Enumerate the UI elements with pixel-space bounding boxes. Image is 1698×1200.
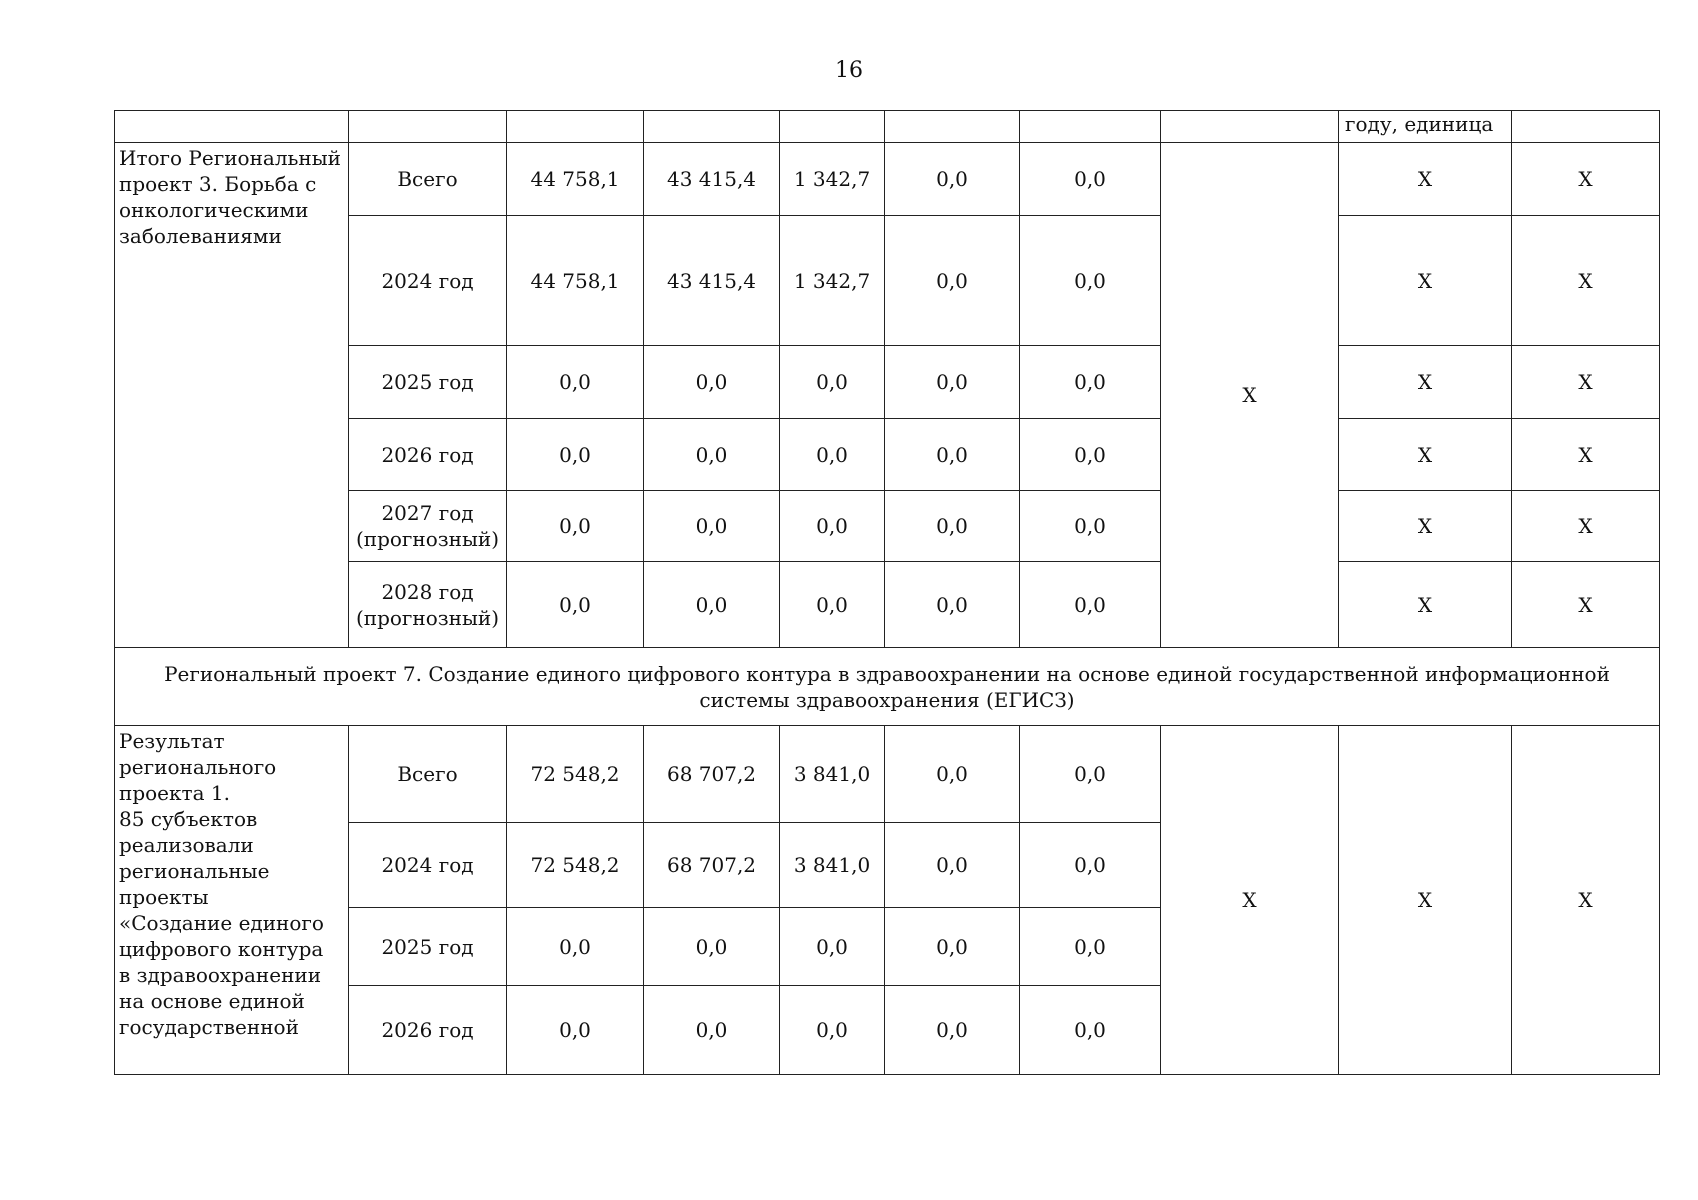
value-cell: 0,0 (644, 986, 780, 1075)
x-cell: X (1339, 419, 1512, 491)
value-cell: 0,0 (885, 986, 1020, 1075)
period-cell: 2025 год (349, 908, 507, 986)
period-note: (прогнозный) (355, 527, 500, 551)
x-cell: X (1339, 216, 1512, 346)
value-cell: 0,0 (507, 346, 644, 419)
table-row (115, 143, 1660, 216)
table-cell (780, 111, 885, 143)
value-cell: 0,0 (644, 419, 780, 491)
value-cell: 0,0 (507, 908, 644, 986)
row-label-result-1 (115, 726, 349, 1075)
value-cell: 0,0 (780, 419, 885, 491)
label-line: проекты (119, 885, 209, 909)
x-cell: X (1512, 216, 1660, 346)
label-line: регионального (119, 755, 277, 779)
period-cell: Всего (349, 143, 507, 216)
period-cell: 2024 год (349, 823, 507, 908)
value-cell: 68 707,2 (644, 823, 780, 908)
period-note: (прогнозный) (355, 605, 500, 630)
x-cell: X (1339, 346, 1512, 419)
label-line: на основе единой (119, 989, 305, 1013)
label-line: Результат (119, 729, 225, 753)
value-cell: 0,0 (780, 908, 885, 986)
value-cell: 0,0 (885, 346, 1020, 419)
value-cell: 3 841,0 (780, 823, 885, 908)
table-cell (115, 111, 349, 143)
row-label-total-project-3: Итого Региональный проект 3. Борьба с онкологическими заболеваниями (115, 143, 349, 648)
value-cell: 0,0 (1020, 346, 1161, 419)
value-cell: 0,0 (1020, 908, 1161, 986)
value-cell: 0,0 (1020, 143, 1161, 216)
value-cell: 44 758,1 (507, 143, 644, 216)
section-title-project-7: Региональный проект 7. Создание единого цифрового контура в здравоохранении на основе единой государственной информационной системы здравоохранения (ЕГИСЗ) (115, 648, 1660, 726)
table-cell (1512, 111, 1660, 143)
value-cell: 0,0 (507, 419, 644, 491)
period-cell: 2024 год (349, 216, 507, 346)
value-cell: 0,0 (1020, 419, 1161, 491)
period-cell: 2026 год (349, 986, 507, 1075)
label-line: «Создание единого (119, 911, 324, 935)
x-cell: X (1512, 562, 1660, 648)
value-cell: 0,0 (1020, 491, 1161, 562)
value-cell: 1 342,7 (780, 216, 885, 346)
value-cell: 0,0 (780, 346, 885, 419)
period-cell: Всего (349, 726, 507, 823)
x-cell: X (1339, 143, 1512, 216)
table-cell-carry-text: году, единица (1339, 111, 1512, 143)
value-cell: 0,0 (780, 986, 885, 1075)
x-cell: X (1512, 491, 1660, 562)
value-cell: 0,0 (885, 419, 1020, 491)
table-row (115, 726, 1660, 823)
merged-x-cell: X (1161, 726, 1339, 1075)
value-cell: 0,0 (507, 562, 644, 648)
value-cell: 1 342,7 (780, 143, 885, 216)
period-cell (349, 491, 507, 562)
period-cell (349, 562, 507, 648)
value-cell: 0,0 (644, 908, 780, 986)
x-cell: X (1512, 143, 1660, 216)
table-row-continuation (115, 111, 1660, 143)
merged-x-cell: X (1512, 726, 1660, 1075)
value-cell: 0,0 (885, 143, 1020, 216)
table-row-section (115, 648, 1660, 726)
value-cell: 3 841,0 (780, 726, 885, 823)
table-cell (885, 111, 1020, 143)
value-cell: 43 415,4 (644, 216, 780, 346)
value-cell: 0,0 (885, 562, 1020, 648)
table-cell (349, 111, 507, 143)
value-cell: 0,0 (780, 491, 885, 562)
value-cell: 0,0 (1020, 562, 1161, 648)
value-cell: 0,0 (885, 491, 1020, 562)
value-cell: 0,0 (885, 216, 1020, 346)
label-line: в здравоохранении (119, 963, 322, 987)
value-cell: 72 548,2 (507, 823, 644, 908)
x-cell: X (1339, 491, 1512, 562)
x-cell: X (1512, 346, 1660, 419)
table-cell (1020, 111, 1161, 143)
page-number: 16 (835, 58, 863, 83)
label-line: реализовали (119, 833, 254, 857)
value-cell: 0,0 (780, 562, 885, 648)
value-cell: 0,0 (1020, 823, 1161, 908)
value-cell: 0,0 (507, 491, 644, 562)
label-line: проекта 1. (119, 781, 230, 805)
period-year: 2028 год (381, 579, 474, 604)
value-cell: 0,0 (644, 346, 780, 419)
value-cell: 0,0 (644, 491, 780, 562)
table-cell (507, 111, 644, 143)
merged-x-cell: X (1161, 143, 1339, 648)
period-year: 2027 год (381, 501, 474, 525)
value-cell: 0,0 (885, 726, 1020, 823)
value-cell: 0,0 (507, 986, 644, 1075)
merged-x-cell: X (1339, 726, 1512, 1075)
label-line: региональные (119, 859, 270, 883)
value-cell: 0,0 (644, 562, 780, 648)
table-cell (644, 111, 780, 143)
table-cell (1161, 111, 1339, 143)
x-cell: X (1512, 419, 1660, 491)
label-line: государственной (119, 1015, 299, 1039)
x-cell: X (1339, 562, 1512, 648)
value-cell: 0,0 (885, 908, 1020, 986)
value-cell: 72 548,2 (507, 726, 644, 823)
value-cell: 0,0 (885, 823, 1020, 908)
value-cell: 0,0 (1020, 726, 1161, 823)
label-line: 85 субъектов (119, 807, 258, 831)
value-cell: 0,0 (1020, 986, 1161, 1075)
period-cell: 2026 год (349, 419, 507, 491)
value-cell: 0,0 (1020, 216, 1161, 346)
label-line: цифрового контура (119, 937, 324, 961)
value-cell: 43 415,4 (644, 143, 780, 216)
period-cell: 2025 год (349, 346, 507, 419)
financing-table (114, 110, 1660, 1075)
value-cell: 68 707,2 (644, 726, 780, 823)
value-cell: 44 758,1 (507, 216, 644, 346)
